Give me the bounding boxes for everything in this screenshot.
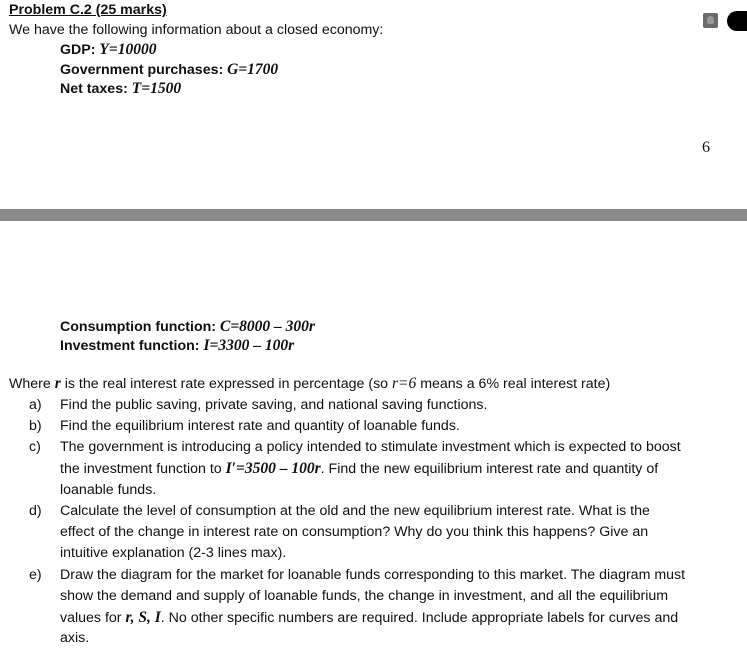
where-pre: Where [9, 376, 55, 392]
where-post: means a 6% real interest rate) [416, 376, 611, 392]
question-c-line-2-text: the investment function to [60, 461, 226, 477]
question-b-line-1: Find the equilibrium interest rate and quantity of loanable funds. [60, 418, 460, 434]
where-var: r [54, 375, 61, 392]
investment-function [60, 337, 294, 355]
where-line [9, 375, 610, 393]
consumption-function-equation: C=8000 – 300r [219, 318, 315, 335]
question-e-line-1: Draw the diagram for the market for loanable funds corresponding to this market. The diagram must [60, 567, 686, 583]
problem-title: Problem C.2 (25 marks) [9, 2, 167, 18]
page-number: 6 [702, 139, 710, 156]
avatar-icon [703, 13, 718, 28]
consumption-function [60, 318, 315, 336]
given-gdp-label: GDP: [60, 42, 100, 58]
problem-intro: We have the following information about a closed economy: [9, 22, 384, 38]
given-government-purchases-value: G=1700 [227, 61, 279, 78]
question-c-new-investment-equation: I′=3500 – 100r [225, 460, 321, 477]
question-e-line-3 [60, 609, 678, 627]
question-a-line-1: Find the public saving, private saving, and national saving functions. [60, 397, 488, 413]
given-net-taxes [60, 80, 181, 98]
overlay-control-icon[interactable] [727, 11, 747, 31]
investment-function-label: Investment function: [60, 338, 204, 354]
question-d-letter: d) [29, 503, 42, 519]
question-c-line-1: The government is introducing a policy intended to stimulate investment which is expected to boost [60, 439, 681, 455]
given-net-taxes-value: T=1500 [131, 80, 182, 97]
question-e-line-3-text: values for [60, 610, 126, 626]
question-e-line-3-post: . No other specific numbers are required. Include appropriate labels for curves and [160, 610, 679, 626]
question-c-letter: c) [29, 439, 41, 455]
given-gdp [60, 41, 156, 59]
question-c-line-3: loanable funds. [60, 482, 157, 498]
question-e-letter: e) [29, 567, 42, 583]
page-divider [0, 209, 747, 221]
question-a-letter: a) [29, 397, 42, 413]
investment-function-equation: I=3300 – 100r [203, 337, 295, 354]
question-d-line-1: Calculate the level of consumption at the old and the new equilibrium interest rate. What is the [60, 503, 650, 519]
consumption-function-label: Consumption function: [60, 319, 220, 335]
question-e-line-2: show the demand and supply of loanable funds, the change in investment, and all the equilibrium [60, 588, 669, 604]
question-c-line-2-post: . Find the new equilibrium interest rate and quantity of [320, 461, 659, 477]
question-d-line-2: effect of the change in interest rate on consumption? Why do you think this happens? Give an [60, 524, 649, 540]
question-d-line-3: intuitive explanation (2-3 lines max). [60, 545, 287, 561]
question-c-line-2 [60, 460, 658, 478]
where-eq: r=6 [392, 375, 417, 392]
given-net-taxes-label: Net taxes: [60, 81, 132, 97]
given-government-purchases-label: Government purchases: [60, 62, 228, 78]
question-e-line-4: axis. [60, 630, 90, 646]
question-e-variables: r, S, I [125, 609, 161, 626]
given-government-purchases [60, 61, 278, 79]
question-b-letter: b) [29, 418, 42, 434]
given-gdp-value: Y=10000 [99, 41, 157, 58]
where-mid: is the real interest rate expressed in percentage (so [60, 376, 392, 392]
